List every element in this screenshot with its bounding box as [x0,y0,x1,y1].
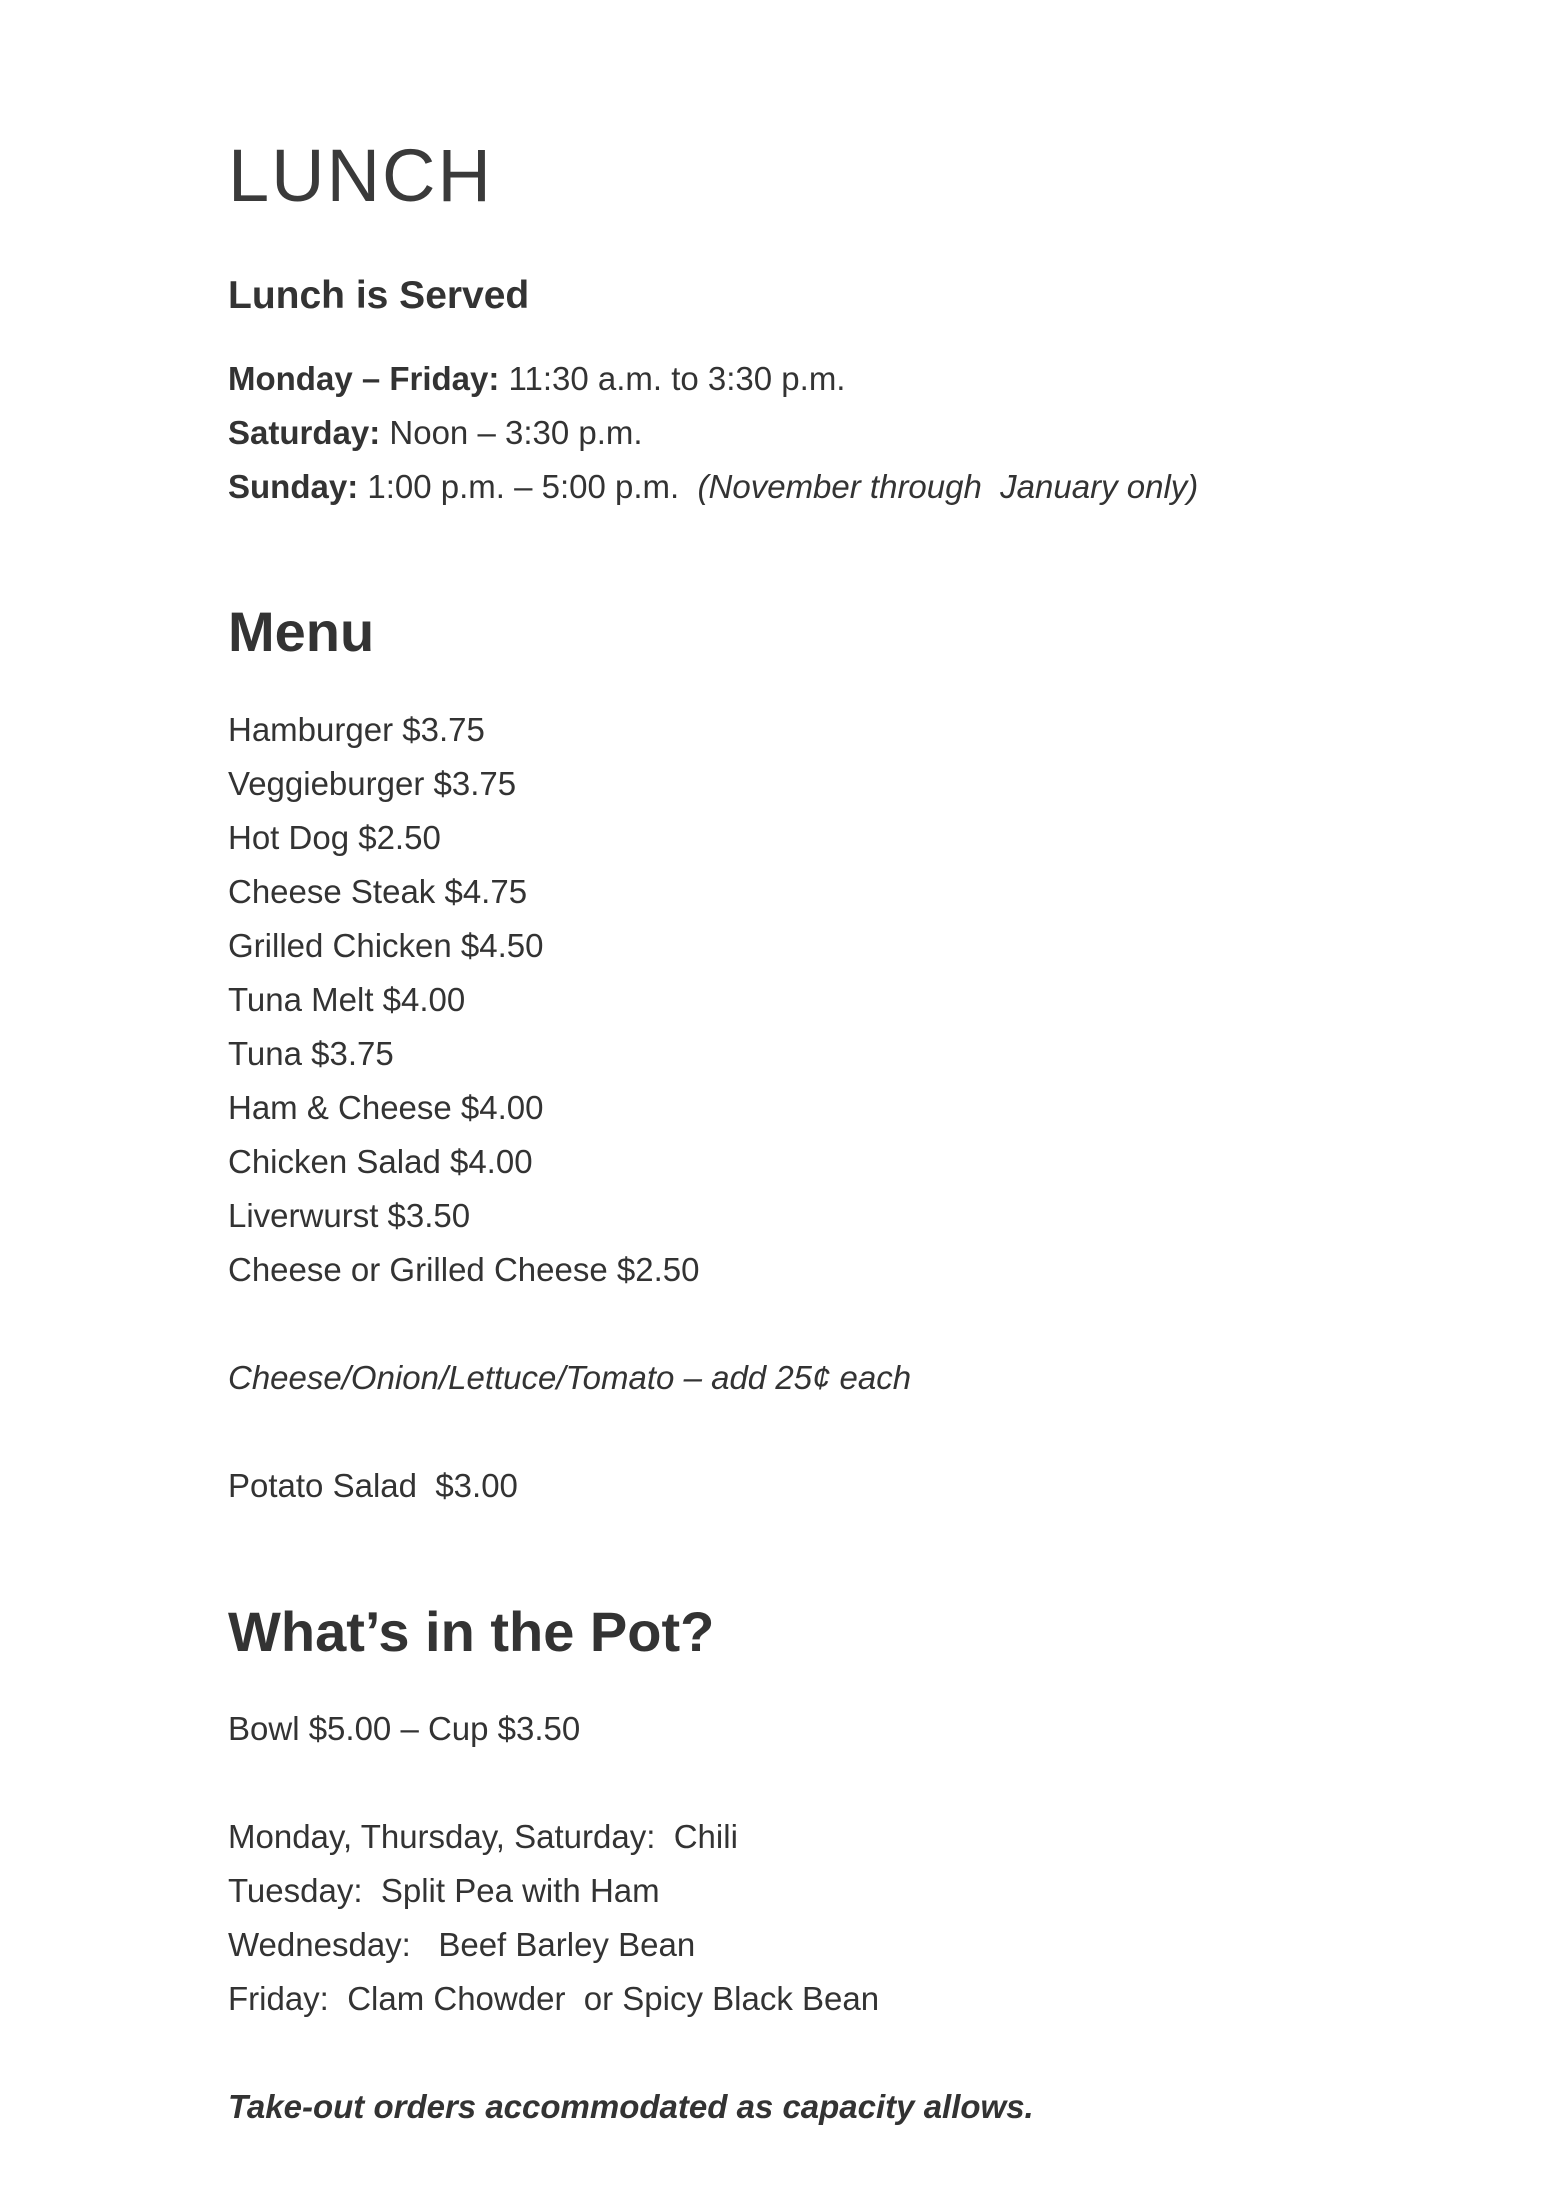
menu-item: Cheese or Grilled Cheese $2.50 [228,1251,700,1288]
hours-note: (November through January only) [688,468,1199,505]
soup-prices: Bowl $5.00 – Cup $3.50 [228,1710,581,1747]
hours-label: Sunday: [228,468,359,505]
menu-item: Tuna $3.75 [228,1035,394,1072]
menu-item: Chicken Salad $4.00 [228,1143,533,1180]
menu-item: Hot Dog $2.50 [228,819,441,856]
lunch-served-subtitle: Lunch is Served [228,274,530,317]
potato-salad-item: Potato Salad $3.00 [228,1467,518,1504]
lunch-hours [228,352,1198,514]
menu-item: Veggieburger $3.75 [228,765,517,802]
menu-item: Liverwurst $3.50 [228,1197,471,1234]
soup-day: Monday, Thursday, Saturday: Chili [228,1818,738,1855]
hours-row-weekdays [228,352,1198,406]
menu-heading: Menu [228,600,375,663]
addon-note: Cheese/Onion/Lettuce/Tomato – add 25¢ each [228,1359,912,1396]
takeout-note: Take-out orders accommodated as capacity allows. [228,2088,1034,2125]
hours-row-sunday [228,460,1198,514]
hours-label: Monday – Friday: [228,360,500,397]
soup-day: Tuesday: Split Pea with Ham [228,1872,660,1909]
hours-value: Noon – 3:30 p.m. [380,414,643,451]
hours-label: Saturday: [228,414,381,451]
soup-schedule [228,1810,879,2026]
menu-item: Grilled Chicken $4.50 [228,927,544,964]
pot-heading: What’s in the Pot? [228,1600,715,1663]
menu-item: Tuna Melt $4.00 [228,981,466,1018]
hours-row-saturday [228,406,1198,460]
menu-item: Cheese Steak $4.75 [228,873,528,910]
hours-value: 11:30 a.m. to 3:30 p.m. [499,360,846,397]
soup-day: Friday: Clam Chowder or Spicy Black Bean [228,1980,880,2017]
menu-item: Hamburger $3.75 [228,711,485,748]
page-title: LUNCH [228,134,493,217]
menu-item: Ham & Cheese $4.00 [228,1089,544,1126]
soup-day: Wednesday: Beef Barley Bean [228,1926,696,1963]
hours-value: 1:00 p.m. – 5:00 p.m. [358,468,689,505]
menu-list [228,703,699,1297]
